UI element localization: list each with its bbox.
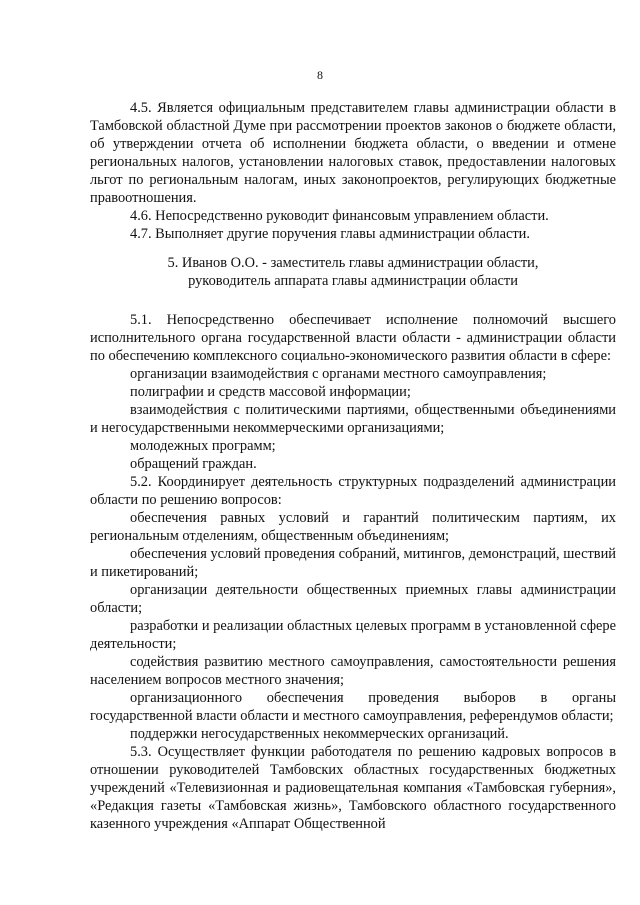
page-number: 8 <box>317 68 323 82</box>
list-item: содействия развитию местного самоуправления, самостоятельности решения населением вопросов местного значения; <box>90 654 616 688</box>
list-item: полиграфии и средств массовой информации; <box>130 384 411 400</box>
list-item: взаимодействия с политическими партиями, общественными объединениями и негосударственными некоммерческими организациями; <box>90 402 616 436</box>
list-item: разработки и реализации областных целевых программ в установленной сфере деятельности; <box>90 618 616 652</box>
paragraph-5-3: 5.3. Осуществляет функции работодателя по решению кадровых вопросов в отношении руководителей Тамбовских областных государственных бюджетных учреждений «Телевизионная и радиовещательная компания «Тамбовская губерния», «Редакция газеты «Тамбовская жизнь», Тамбовского областного государственного казенного учреждения «Аппарат Общественной <box>90 744 616 832</box>
list-item: обращений граждан. <box>130 456 257 472</box>
section-5-body <box>90 311 616 833</box>
paragraph-5-1: 5.1. Непосредственно обеспечивает исполнение полномочий высшего исполнительного органа государственной власти области - администрации области по обеспечению комплексного социально-экономического развития области в сфере: <box>90 312 616 364</box>
section-heading-line-2: руководитель аппарата главы администрации области <box>188 273 518 289</box>
list-item: молодежных программ; <box>130 438 276 454</box>
list-item: поддержки негосударственных некоммерческих организаций. <box>130 726 509 742</box>
section-5-heading <box>90 254 616 290</box>
paragraph-4-6: 4.6. Непосредственно руководит финансовым управлением области. <box>130 208 549 224</box>
list-item: организации деятельности общественных приемных главы администрации области; <box>90 582 616 616</box>
section-4-continued <box>90 99 616 243</box>
paragraph-4-5: 4.5. Является официальным представителем главы администрации области в Тамбовской областной Думе при рассмотрении проектов законов о бюджете области, об утверждении отчета об исполнении бюджета области, о введении и отмене региональных налогов, установлении налоговых ставок, предоставлении налоговых льгот по региональным налогам, иных законопроектов, регулирующих бюджетные правоотношения. <box>90 100 616 206</box>
paragraph-4-7: 4.7. Выполняет другие поручения главы администрации области. <box>130 226 530 242</box>
section-heading-line-1: 5. Иванов О.О. - заместитель главы администрации области, <box>167 255 539 271</box>
paragraph-5-2: 5.2. Координирует деятельность структурных подразделений администрации области по решению вопросов: <box>90 474 616 508</box>
list-item: организации взаимодействия с органами местного самоуправления; <box>130 366 547 382</box>
list-item: обеспечения равных условий и гарантий политическим партиям, их региональным отделениям, общественным объединениям; <box>90 510 616 544</box>
list-item: организационного обеспечения проведения выборов в органы государственной власти области и местного самоуправления, референдумов области; <box>90 690 616 724</box>
list-item: обеспечения условий проведения собраний, митингов, демонстраций, шествий и пикетирований; <box>90 546 616 580</box>
